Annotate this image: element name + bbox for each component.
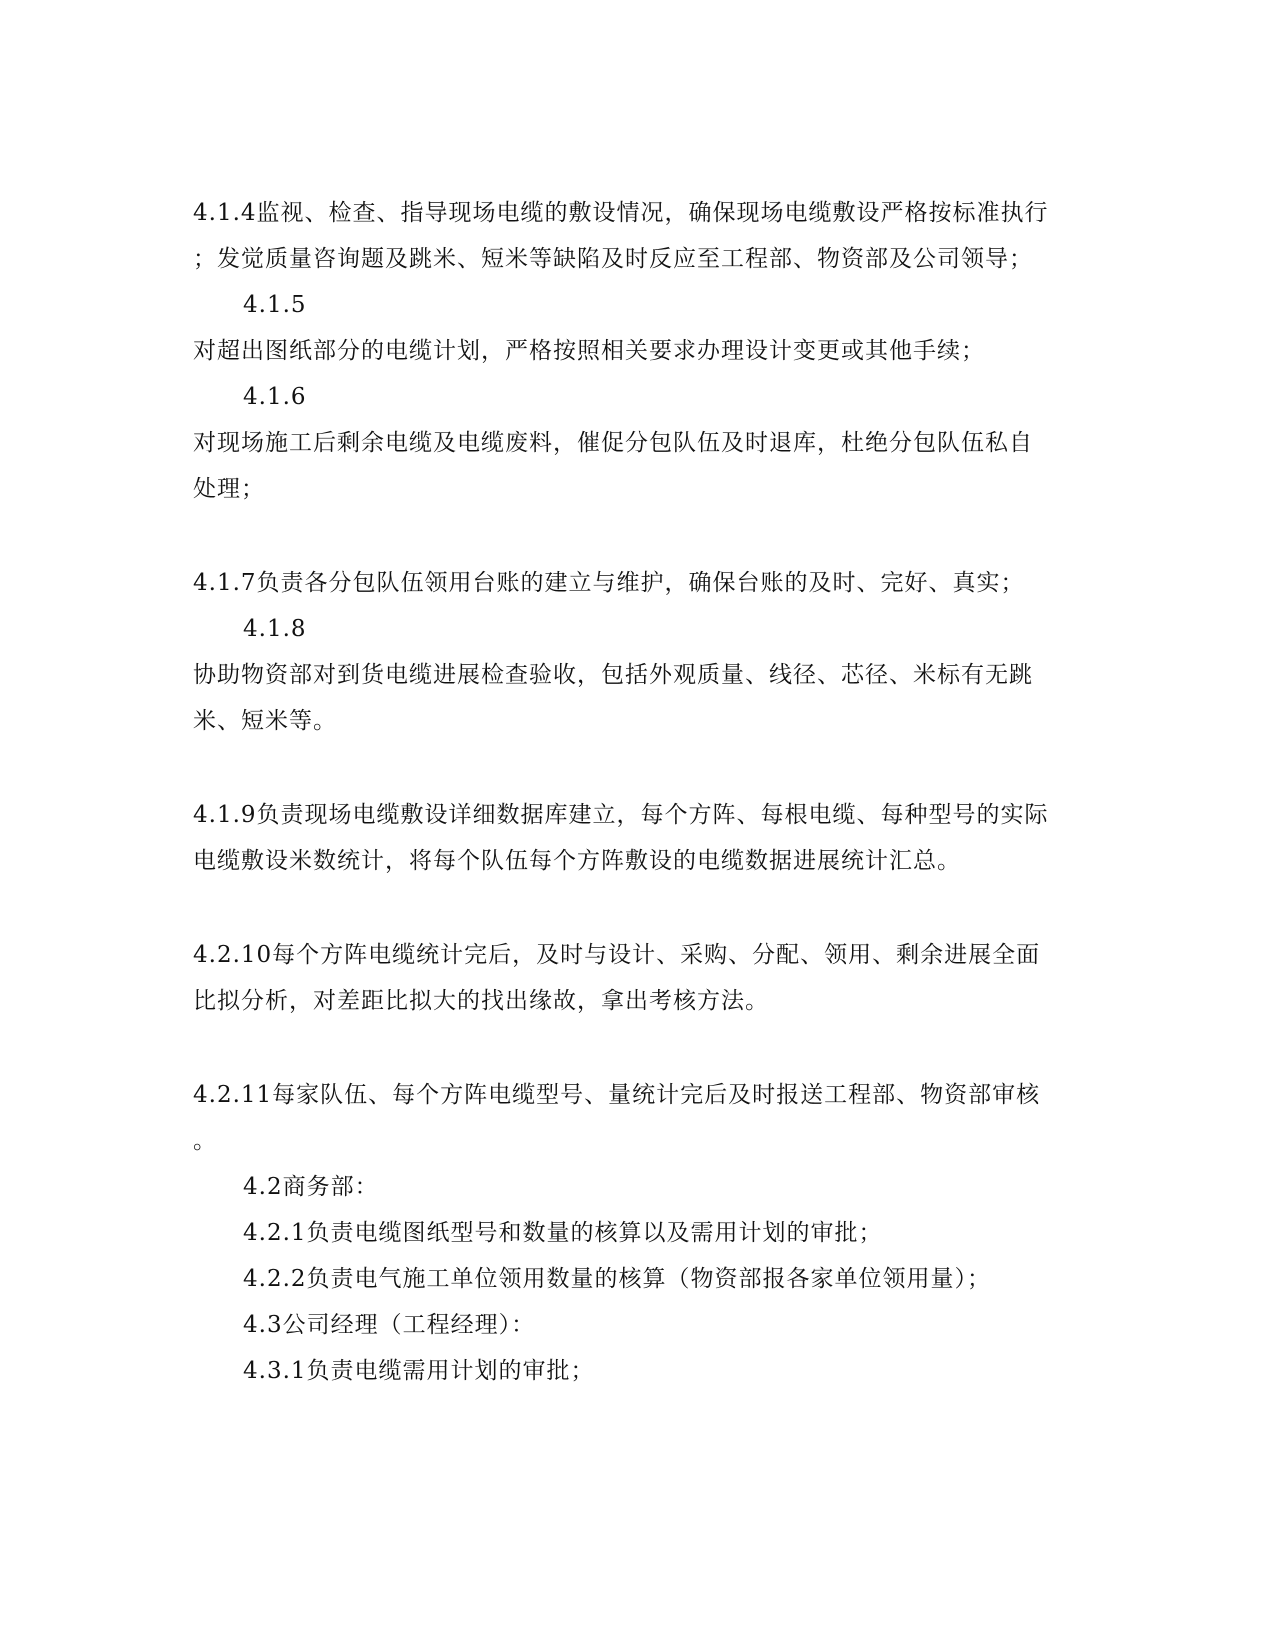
text-line: 电缆敷设米数统计，将每个队伍每个方阵敷设的电缆数据进展统计汇总。 bbox=[193, 848, 961, 874]
text-line: 4.1.6 bbox=[243, 384, 307, 410]
text-line: 4.1.5 bbox=[243, 292, 307, 318]
text-line: 处理； bbox=[193, 476, 265, 502]
text-line: 4.1.8 bbox=[243, 616, 307, 642]
section-heading: 4.2商务部： bbox=[243, 1174, 379, 1200]
text-line: 4.1.7负责各分包队伍领用台账的建立与维护，确保台账的及时、完好、真实； bbox=[193, 570, 1025, 596]
text-line: 4.3.1负责电缆需用计划的审批； bbox=[243, 1358, 595, 1384]
text-line: 对超出图纸部分的电缆计划，严格按照相关要求办理设计变更或其他手续； bbox=[193, 338, 985, 364]
text-line: 4.2.11每家队伍、每个方阵电缆型号、量统计完后及时报送工程部、物资部审核 bbox=[193, 1082, 1041, 1108]
section-heading: 4.3公司经理（工程经理）： bbox=[243, 1312, 536, 1338]
text-line: 4.2.1负责电缆图纸型号和数量的核算以及需用计划的审批； bbox=[243, 1220, 883, 1246]
text-line: 对现场施工后剩余电缆及电缆废料，催促分包队伍及时退库，杜绝分包队伍私自 bbox=[193, 430, 1033, 456]
text-line: 4.2.2负责电气施工单位领用数量的核算（物资部报各家单位领用量）； bbox=[243, 1266, 992, 1292]
text-line: 4.1.4监视、检查、指导现场电缆的敷设情况，确保现场电缆敷设严格按标准执行 bbox=[193, 200, 1049, 226]
text-line: 米、短米等。 bbox=[193, 708, 337, 734]
text-line: 比拟分析，对差距比拟大的找出缘故，拿出考核方法。 bbox=[193, 988, 769, 1014]
text-line: 协助物资部对到货电缆进展检查验收，包括外观质量、线径、芯径、米标有无跳 bbox=[193, 662, 1033, 688]
text-line: 4.2.10每个方阵电缆统计完后，及时与设计、采购、分配、领用、剩余进展全面 bbox=[193, 942, 1041, 968]
text-line: 4.1.9负责现场电缆敷设详细数据库建立，每个方阵、每根电缆、每种型号的实际 bbox=[193, 802, 1049, 828]
text-line: 。 bbox=[193, 1128, 217, 1154]
text-line: ；发觉质量咨询题及跳米、短米等缺陷及时反应至工程部、物资部及公司领导； bbox=[193, 246, 1033, 272]
